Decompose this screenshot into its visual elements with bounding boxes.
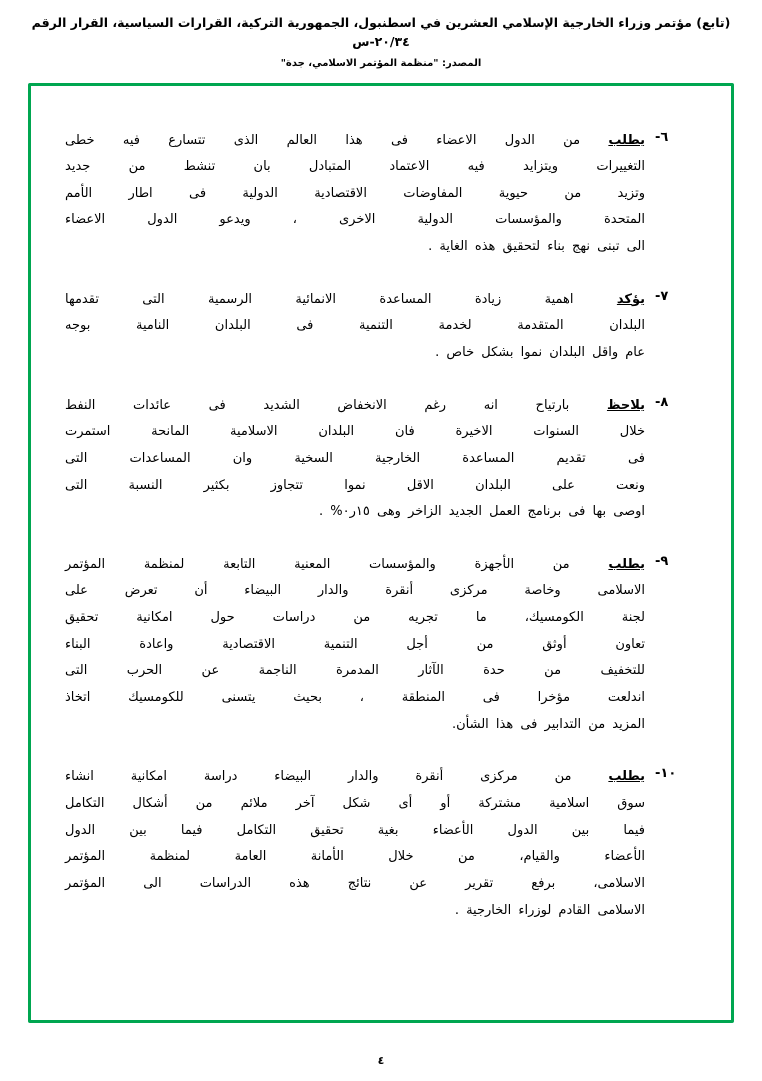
clause-item <box>65 287 697 367</box>
clause-item <box>65 128 697 261</box>
clause-line: خلال السنوات الاخيرة فان البلدان الاسلامية المانحة استمرت <box>65 424 645 440</box>
clause-item <box>65 552 697 738</box>
clause-line-text: من مركزى أنقرة والدار البيضاء دراسة امكانية انشاء <box>65 769 572 785</box>
clause-line-text: من الدول الاعضاء فى هذا العالم الذى تتسارع فيه خطى <box>65 132 581 148</box>
clause-line-text: بارتياح انه رغم الانخفاض الشديد فى عائدات النفط <box>65 397 570 413</box>
clause-line: لجنة الكومسيك، ما تجريه من دراسات حول امكانية تحقيق <box>65 610 645 626</box>
clause-line: وتزيد من حيوية المفاوضات الاقتصادية الدولية فى اطار الأمم <box>65 185 645 201</box>
clause-number: ٦- <box>655 129 669 145</box>
clause-lead-word: يلاحظ <box>606 397 645 413</box>
clause-line: اوصى بها فى برنامج العمل الجديد الزاخر وهى ١٥ر٠% . <box>319 504 645 520</box>
clause-line: سوق اسلامية مشتركة أو أى شكل آخر ملائم من أشكال التكامل <box>65 795 645 811</box>
clause-item <box>65 764 697 924</box>
clause-line: الاسلامى القادم لوزراء الخارجية . <box>454 902 645 918</box>
clause-line <box>65 128 645 155</box>
clause-line <box>65 764 645 791</box>
clause-line: المتحدة والمؤسسات الدولية الاخرى ، ويدعو الدول الاعضاء <box>65 212 645 228</box>
content-frame <box>28 83 734 1023</box>
clause-list <box>65 128 697 925</box>
clause-text <box>65 552 645 738</box>
clause-lead-word: يطلب <box>608 769 645 785</box>
clause-line: الى تبنى نهج بناء لتحقيق هذه الغاية . <box>428 239 645 255</box>
page-number: ٤ <box>377 1054 385 1067</box>
document-source: المصدر: "منظمة المؤتمر الاسلامي، جدة" <box>280 57 482 69</box>
clause-line: فى تقديم المساعدة الخارجية السخية وان المساعدات التى <box>65 450 645 466</box>
clause-lead-word: يطلب <box>608 556 646 572</box>
clause-line-text: من الأجهزة والمؤسسات المعنية التابعة لمنظمة المؤتمر <box>65 556 570 572</box>
clause-line: التغييرات ويتزايد فيه الاعتماد المتبادل بان تنشط من جديد <box>65 159 645 175</box>
clause-line: الأعضاء والقيام، من خلال الأمانة العامة لمنظمة المؤتمر <box>65 849 645 865</box>
clause-line: فيما بين الدول الأعضاء بغية تحقيق التكامل فيما بين الدول <box>65 822 645 838</box>
clause-number: ١٠- <box>655 766 677 782</box>
clause-line <box>65 552 645 579</box>
document-header <box>0 0 762 73</box>
clause-line: عام واقل البلدان نموا بشكل خاص . <box>435 344 645 360</box>
clause-line: للتخفيف من حدة الآثار المدمرة الناجمة عن الحرب التى <box>65 663 645 679</box>
clause-lead-word: يؤكد <box>616 291 645 307</box>
clause-line: الاسلامى، برفع تقرير عن نتائج هذه الدراسات الى المؤتمر <box>65 875 645 891</box>
clause-line: الاسلامى وخاصة مركزى أنقرة والدار البيضاء أن تعرض على <box>65 583 645 599</box>
clause-text <box>65 393 645 526</box>
clause-line: المزيد من التدابير فى هذا الشأن. <box>451 716 645 732</box>
clause-item <box>65 393 697 526</box>
clause-line <box>65 287 645 314</box>
clause-line: اندلعت مؤخرا فى المنطقة ، بحيث يتسنى للكومسيك اتخاذ <box>65 690 645 706</box>
clause-text <box>65 764 645 924</box>
clause-line: البلدان المتقدمة لخدمة التنمية فى البلدان النامية بوجه <box>65 318 645 334</box>
clause-line <box>65 393 645 420</box>
page-title: (تابع) مؤتمر وزراء الخارجية الإسلامي العشرين في اسطنبول، الجمهورية التركية، القرارات السياسية، القرار الرقم ٢٠/٣٤-س <box>31 15 731 49</box>
clause-text <box>65 287 645 367</box>
clause-lead-word: يطلب <box>608 132 645 148</box>
clause-number: ٩- <box>655 553 669 569</box>
clause-number: ٨- <box>655 394 669 410</box>
clause-line-text: اهمية زيادة المساعدة الانمائية الرسمية التى تقدمها <box>65 291 574 307</box>
clause-number: ٧- <box>655 288 669 304</box>
clause-text <box>65 128 645 261</box>
clause-line: تعاون أوثق من أجل التنمية الاقتصادية واعادة البناء <box>65 636 645 652</box>
clause-line: ونعت على البلدان الاقل نموا تتجاوز بكثير النسبة التى <box>65 477 645 493</box>
